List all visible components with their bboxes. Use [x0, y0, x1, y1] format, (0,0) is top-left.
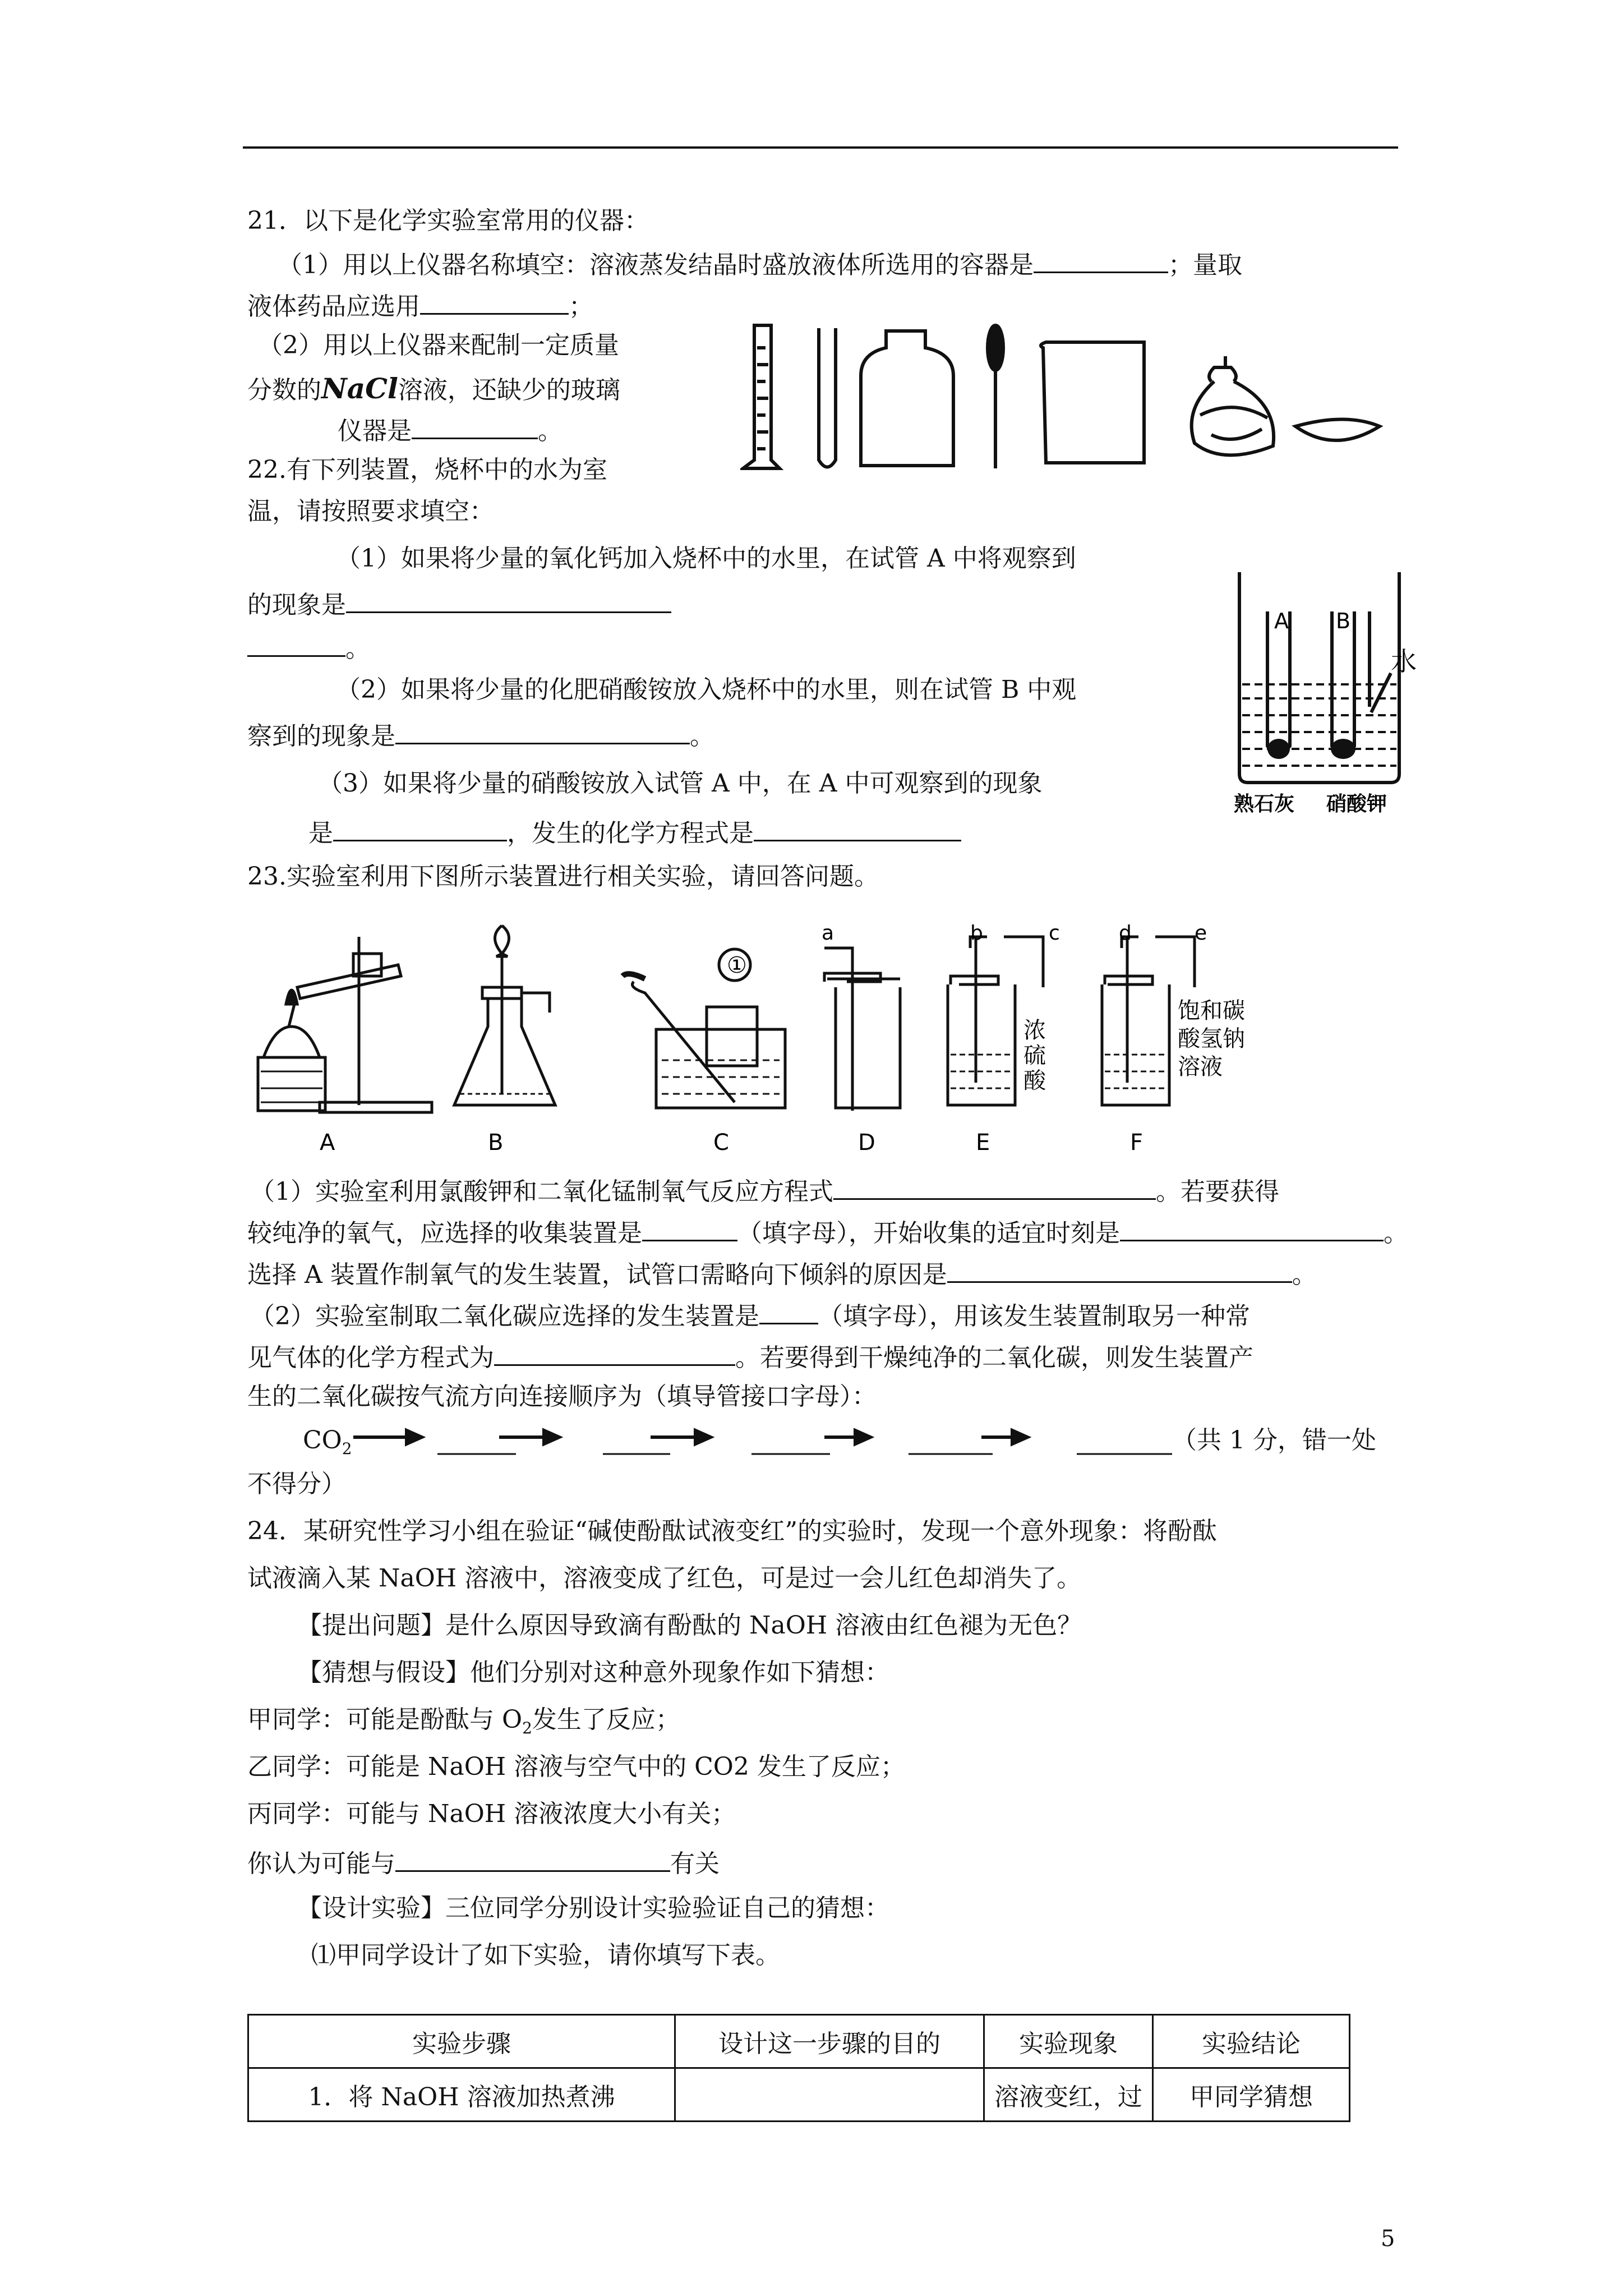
- label-b: B: [488, 1130, 504, 1156]
- answer-blank[interactable]: [395, 1849, 670, 1872]
- e-text-3: 酸: [1023, 1068, 1046, 1094]
- apparatus-d-icon: [824, 948, 900, 1111]
- score-note: （共 1 分，错一处: [1172, 1426, 1376, 1455]
- q21-part1-line2: 液体药品应选用 ；: [247, 292, 593, 321]
- answer-blank[interactable]: [754, 818, 961, 841]
- port-a: a: [822, 922, 834, 945]
- q23-part2-line3: 生的二氧化碳按气流方向连接顺序为（填导管接口字母）：: [247, 1382, 877, 1411]
- label-e: E: [976, 1130, 990, 1156]
- port-b: b: [970, 922, 983, 945]
- q21-title: 21．以下是化学实验室常用的仪器：: [247, 206, 649, 235]
- dropper-icon: [988, 325, 1003, 468]
- q24-line8: 你认为可能与 有关: [247, 1849, 720, 1878]
- q22-part1-line3: 。: [247, 634, 370, 661]
- answer-blank[interactable]: [247, 634, 345, 657]
- q24-line4: 【猜想与假设】他们分别对这种意外现象作如下猜想：: [297, 1658, 889, 1687]
- table-header: 实验步骤: [248, 2015, 675, 2068]
- beaker-icon: [1041, 342, 1144, 463]
- apparatus-b-icon: [454, 926, 555, 1105]
- answer-blank[interactable]: [1120, 1218, 1384, 1241]
- q24-line2: 试液滴入某 NaOH 溶液中，溶液变成了红色，可是过一会儿红色却消失了。: [247, 1564, 1082, 1593]
- q24-line1: 24．某研究性学习小组在验证“碱使酚酞试液变红”的实验时，发现一个意外现象：将酚酞: [247, 1517, 1217, 1545]
- q22-title-line1: 22.有下列装置，烧杯中的水为室: [247, 455, 607, 484]
- apparatus-figure: [241, 914, 1430, 1167]
- q24-line9: 【设计实验】三位同学分别设计实验验证自己的猜想：: [297, 1894, 889, 1922]
- label-f: F: [1130, 1130, 1144, 1156]
- q23-part2-line2: 见气体的化学方程式为 。若要得到干燥纯净的二氧化碳，则发生装置产: [247, 1343, 1253, 1372]
- answer-blank[interactable]: [642, 1218, 737, 1241]
- evaporating-dish-icon: [1295, 420, 1380, 441]
- answer-blank[interactable]: [346, 590, 671, 613]
- slaked-lime-label: 熟石灰: [1234, 793, 1295, 816]
- q22-part3-line1: （3）如果将少量的硝酸铵放入试管 A 中，在 A 中可观察到的现象: [318, 769, 1043, 798]
- q24-line5: 甲同学：可能是酚酞与 $O_2$发生了反应；: [247, 1705, 680, 1737]
- label-d: D: [858, 1130, 875, 1156]
- table-cell: 1．将 NaOH 溶液加热煮沸: [248, 2068, 675, 2122]
- circle-1-label: ①: [727, 953, 747, 978]
- q22-part1-line1: （1）如果将少量的氧化钙加入烧杯中的水里，在试管 A 中将观察到: [336, 544, 1076, 573]
- answer-blank[interactable]: [1034, 250, 1168, 273]
- q21-part2-line3: 仪器是 。: [338, 417, 562, 445]
- q21-part2-line2: 分数的NaCl溶液，还缺少的玻璃: [247, 372, 620, 405]
- table-header: 实验现象: [984, 2015, 1153, 2068]
- e-text-2: 硫: [1023, 1043, 1046, 1069]
- q24-line3: 【提出问题】是什么原因导致滴有酚酞的 NaOH 溶液由红色褪为无色？: [297, 1611, 1082, 1640]
- q23-part1-line3: 选择 A 装置作制氧气的发生装置，试管口需略向下倾斜的原因是 。: [247, 1260, 1317, 1289]
- graduated-cylinder-icon: [743, 325, 780, 468]
- table-row: [248, 2068, 1350, 2122]
- answer-blank[interactable]: [494, 1343, 735, 1366]
- table-cell: 甲同学猜想: [1153, 2068, 1350, 2122]
- answer-blank[interactable]: [759, 1301, 818, 1324]
- tube-b-label: B: [1336, 609, 1351, 633]
- f-text-2: 酸氢钠: [1178, 1026, 1245, 1052]
- q22-part2-line2: 察到的现象是 。: [247, 722, 714, 751]
- table-header-row: [248, 2015, 1350, 2068]
- q22-title-line2: 温，请按照要求填空：: [247, 497, 494, 526]
- port-d: d: [1119, 922, 1132, 945]
- page-number: 5: [1381, 2226, 1395, 2252]
- water-label: 水: [1391, 646, 1417, 677]
- q23-part1-line2: 较纯净的氧气，应选择的收集装置是 （填字母），开始收集的适宜时刻是 。: [247, 1219, 1408, 1248]
- f-text-1: 饱和碳: [1178, 998, 1245, 1024]
- q23-part1-line1: （1）实验室利用氯酸钾和二氧化锰制氧气反应方程式 。若要获得: [250, 1177, 1279, 1206]
- port-c: c: [1049, 922, 1060, 945]
- alcohol-lamp-icon: [1192, 356, 1274, 455]
- co2-label: $CO_2$: [303, 1426, 352, 1458]
- label-a: A: [320, 1130, 335, 1156]
- port-e: e: [1195, 922, 1207, 945]
- answer-blank[interactable]: [420, 292, 569, 315]
- q22-part1-line2: 的现象是: [247, 590, 671, 618]
- q24-line10: ⑴甲同学设计了如下实验，请你填写下表。: [311, 1941, 780, 1970]
- experiment-table: [247, 2014, 1350, 2122]
- answer-blank[interactable]: [833, 1177, 1156, 1200]
- tube-a-label: A: [1274, 609, 1289, 633]
- apparatus-a-icon: [258, 937, 432, 1112]
- table-header: 设计这一步骤的目的: [675, 2015, 984, 2068]
- q21-part1-line1: （1）用以上仪器名称填空：溶液蒸发结晶时盛放液体所选用的容器是 ；量取: [278, 251, 1242, 279]
- answer-blank[interactable]: [412, 416, 538, 439]
- lab-instruments-figure: [740, 314, 1385, 482]
- table-cell: 溶液变红，过: [984, 2068, 1153, 2122]
- potassium-nitrate-label: 硝酸钾: [1326, 793, 1387, 816]
- table-header: 实验结论: [1153, 2015, 1350, 2068]
- beaker-tubes-figure: [1223, 561, 1424, 819]
- label-c: C: [713, 1130, 729, 1156]
- q24-line7: 丙同学：可能与 NaOH 溶液浓度大小有关；: [247, 1800, 736, 1828]
- q23-part2-line1: （2）实验室制取二氧化碳应选择的发生装置是 （填字母），用该发生装置制取另一种常: [250, 1302, 1250, 1331]
- score-note-2: 不得分）: [247, 1470, 346, 1498]
- answer-blank[interactable]: [947, 1260, 1292, 1283]
- q22-part2-line1: （2）如果将少量的化肥硝酸铵放入烧杯中的水里，则在试管 B 中观: [336, 675, 1077, 704]
- q24-line6: 乙同学：可能是 NaOH 溶液与空气中的 CO2 发生了反应；: [247, 1752, 905, 1781]
- apparatus-c-icon: [623, 974, 785, 1108]
- reagent-bottle-icon: [861, 331, 953, 466]
- connection-sequence: [348, 1425, 1189, 1458]
- e-text-1: 浓: [1023, 1018, 1046, 1043]
- q22-part3-line2: 是 ，发生的化学方程式是: [308, 818, 961, 846]
- test-tube-icon: [819, 328, 836, 467]
- q21-part2-line1: （2）用以上仪器来配制一定质量: [258, 331, 619, 360]
- answer-blank[interactable]: [333, 818, 507, 841]
- q23-title: 23.实验室利用下图所示装置进行相关实验，请回答问题。: [247, 862, 879, 891]
- f-text-3: 溶液: [1178, 1054, 1223, 1080]
- header-rule: [243, 146, 1398, 149]
- answer-blank[interactable]: [395, 721, 690, 744]
- table-cell[interactable]: [675, 2068, 984, 2122]
